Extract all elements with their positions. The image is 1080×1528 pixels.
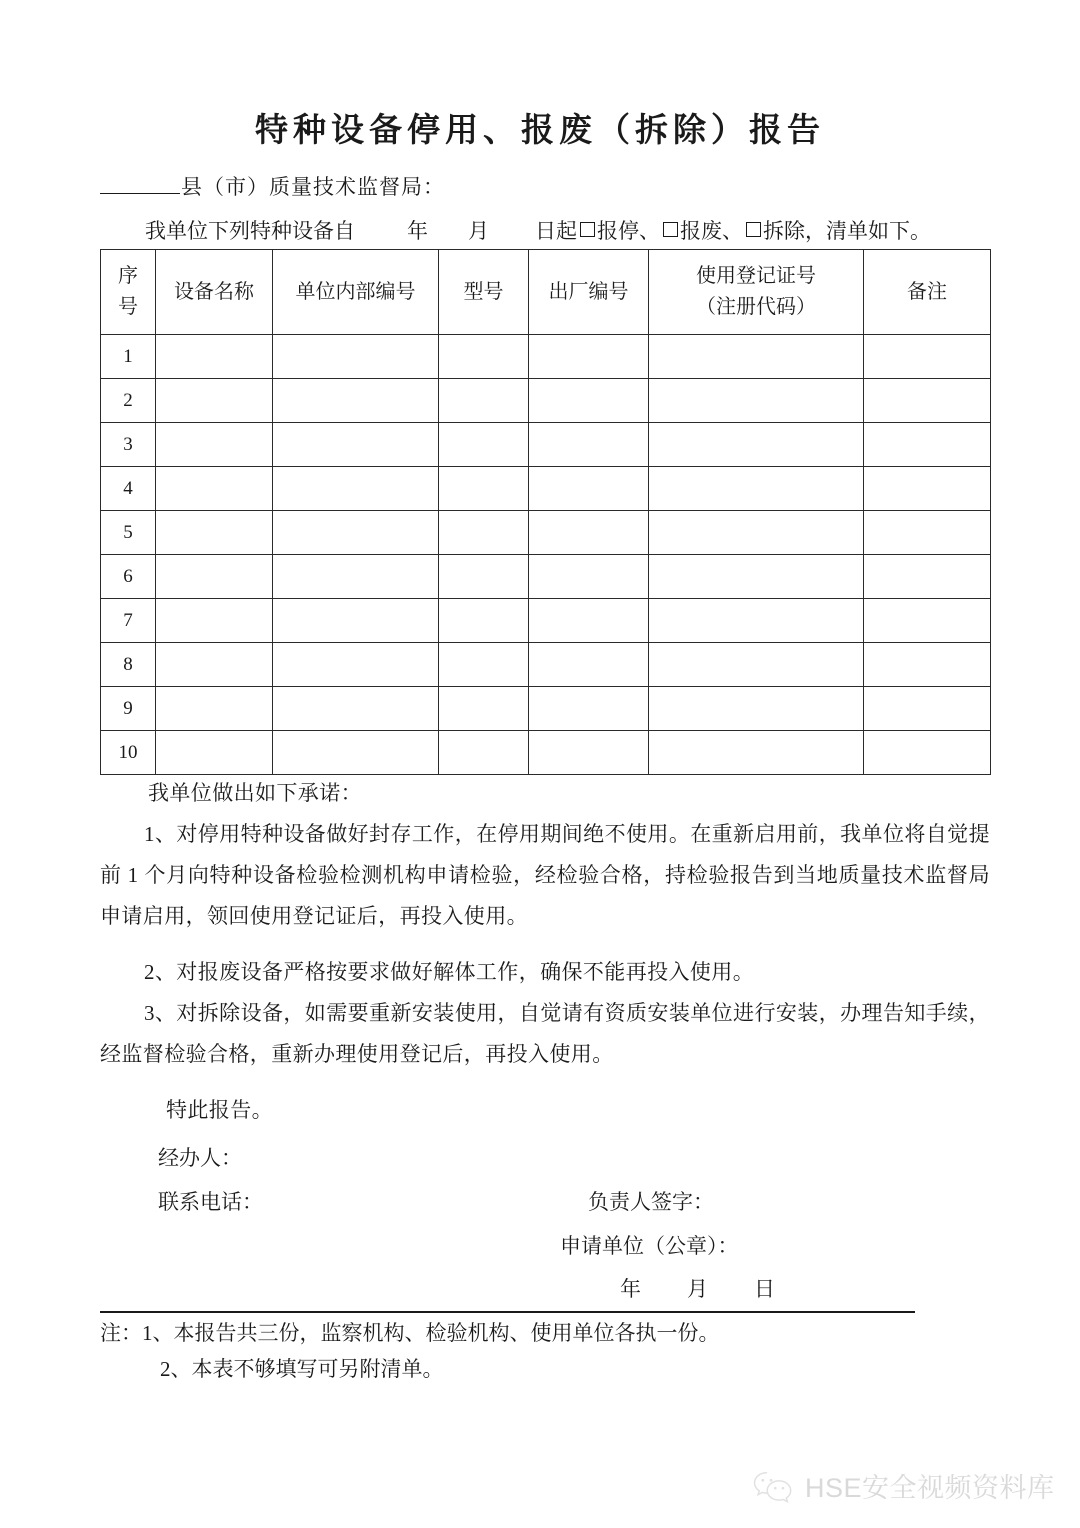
cell-factory-number[interactable] <box>529 423 649 467</box>
table-row <box>101 379 991 423</box>
addressee-label: 县（市）质量技术监督局： <box>181 175 445 199</box>
checkbox-dismantle[interactable] <box>746 222 761 237</box>
row-index: 3 <box>101 423 156 467</box>
row-index: 1 <box>101 335 156 379</box>
cell-equipment-name[interactable] <box>156 599 273 643</box>
checkbox-scrap-label: 报废、 <box>680 219 743 243</box>
row-index: 2 <box>101 379 156 423</box>
table-col-registration-line2: （注册代码） <box>696 296 816 318</box>
cell-model[interactable] <box>439 687 529 731</box>
checkbox-dismantle-label: 拆除，清单如下。 <box>763 219 931 243</box>
cell-model[interactable] <box>439 599 529 643</box>
cell-factory-number[interactable] <box>529 599 649 643</box>
row-index: 6 <box>101 555 156 599</box>
table-row <box>101 687 991 731</box>
row-index: 7 <box>101 599 156 643</box>
cell-remarks[interactable] <box>864 379 991 423</box>
addressee-line <box>100 172 445 202</box>
checkbox-scrap[interactable] <box>663 222 678 237</box>
addressee-blank-field[interactable] <box>100 176 180 194</box>
table-row <box>101 555 991 599</box>
cell-registration-number[interactable] <box>649 467 864 511</box>
cell-internal-number[interactable] <box>273 643 439 687</box>
cell-remarks[interactable] <box>864 731 991 775</box>
cell-equipment-name[interactable] <box>156 335 273 379</box>
cell-model[interactable] <box>439 379 529 423</box>
cell-internal-number[interactable] <box>273 423 439 467</box>
intro-month-label: 月 <box>468 219 489 243</box>
cell-factory-number[interactable] <box>529 379 649 423</box>
cell-internal-number[interactable] <box>273 379 439 423</box>
table-header-row <box>101 250 991 335</box>
table-col-index <box>101 250 156 335</box>
row-index: 4 <box>101 467 156 511</box>
cell-factory-number[interactable] <box>529 687 649 731</box>
watermark-label: HSE安全视频资料库 <box>805 1473 1055 1503</box>
promise-item-1: 1、对停用特种设备做好封存工作，在停用期间绝不使用。在重新启用前，我单位将自觉提前 1 个月向特种设备检验检测机构申请检验，经检验合格，持检验报告到当地质量技术监督局申请启用，领回使用登记证后，再投入使用。 <box>100 822 990 928</box>
note-item-2: 2、本表不够填写可另附清单。 <box>160 1357 444 1381</box>
cell-registration-number[interactable] <box>649 511 864 555</box>
table-row <box>101 335 991 379</box>
cell-internal-number[interactable] <box>273 555 439 599</box>
signature-date-line <box>620 1273 775 1305</box>
intro-day-label: 日起 <box>535 219 577 243</box>
handler-label: 经办人： <box>158 1146 242 1170</box>
cell-model[interactable] <box>439 643 529 687</box>
cell-registration-number[interactable] <box>649 687 864 731</box>
checkbox-suspend-label: 报停、 <box>597 219 660 243</box>
row-index: 10 <box>101 731 156 775</box>
cell-model[interactable] <box>439 555 529 599</box>
table-col-equipment-name: 设备名称 <box>156 250 273 335</box>
table-row <box>101 467 991 511</box>
cell-equipment-name[interactable] <box>156 555 273 599</box>
cell-registration-number[interactable] <box>649 379 864 423</box>
cell-model[interactable] <box>439 335 529 379</box>
leader-signature-label: 负责人签字： <box>588 1190 714 1214</box>
intro-line <box>145 216 931 246</box>
cell-remarks[interactable] <box>864 511 991 555</box>
cell-remarks[interactable] <box>864 643 991 687</box>
table-col-factory-number: 出厂编号 <box>529 250 649 335</box>
promise-item-2: 2、对报废设备严格按要求做好解体工作，确保不能再投入使用。 <box>144 960 755 984</box>
table-row <box>101 423 991 467</box>
cell-registration-number[interactable] <box>649 423 864 467</box>
watermark <box>752 1462 1055 1514</box>
cell-remarks[interactable] <box>864 423 991 467</box>
cell-remarks[interactable] <box>864 687 991 731</box>
hereby-report-text: 特此报告。 <box>166 1098 273 1122</box>
cell-remarks[interactable] <box>864 335 991 379</box>
page-title: 特种设备停用、报废（拆除）报告 <box>255 113 825 149</box>
cell-internal-number[interactable] <box>273 511 439 555</box>
table-col-registration-number <box>649 250 864 335</box>
row-index: 9 <box>101 687 156 731</box>
intro-lead-text: 我单位下列特种设备自 <box>145 219 355 243</box>
cell-equipment-name[interactable] <box>156 423 273 467</box>
cell-equipment-name[interactable] <box>156 379 273 423</box>
cell-remarks[interactable] <box>864 599 991 643</box>
cell-factory-number[interactable] <box>529 467 649 511</box>
cell-equipment-name[interactable] <box>156 687 273 731</box>
cell-registration-number[interactable] <box>649 335 864 379</box>
cell-registration-number[interactable] <box>649 643 864 687</box>
table-row <box>101 731 991 775</box>
cell-internal-number[interactable] <box>273 687 439 731</box>
contact-phone-label: 联系电话： <box>158 1190 263 1214</box>
applicant-unit-seal-label: 申请单位（公章）： <box>560 1234 739 1258</box>
cell-internal-number[interactable] <box>273 467 439 511</box>
cell-factory-number[interactable] <box>529 555 649 599</box>
cell-remarks[interactable] <box>864 555 991 599</box>
cell-internal-number[interactable] <box>273 731 439 775</box>
date-day-label: 日 <box>754 1277 775 1301</box>
date-month-label: 月 <box>687 1277 708 1301</box>
row-index: 8 <box>101 643 156 687</box>
cell-registration-number[interactable] <box>649 599 864 643</box>
table-row <box>101 599 991 643</box>
table-col-model: 型号 <box>439 250 529 335</box>
cell-equipment-name[interactable] <box>156 643 273 687</box>
cell-registration-number[interactable] <box>649 555 864 599</box>
table-body <box>101 335 991 775</box>
cell-model[interactable] <box>439 467 529 511</box>
cell-factory-number[interactable] <box>529 335 649 379</box>
table-row <box>101 511 991 555</box>
cell-equipment-name[interactable] <box>156 467 273 511</box>
cell-model[interactable] <box>439 423 529 467</box>
cell-factory-number[interactable] <box>529 643 649 687</box>
promise-item-3: 3、对拆除设备，如需要重新安装使用，自觉请有资质安装单位进行安装，办理告知手续，经监督检验合格，重新办理使用登记后，再投入使用。 <box>100 1001 990 1066</box>
cell-remarks[interactable] <box>864 467 991 511</box>
note-item-1: 注：1、本报告共三份，监察机构、检验机构、使用单位各执一份。 <box>100 1321 720 1345</box>
cell-internal-number[interactable] <box>273 599 439 643</box>
cell-model[interactable] <box>439 511 529 555</box>
table-row <box>101 643 991 687</box>
promise-heading: 我单位做出如下承诺： <box>148 781 362 805</box>
table-col-remarks: 备注 <box>864 250 991 335</box>
cell-factory-number[interactable] <box>529 511 649 555</box>
cell-equipment-name[interactable] <box>156 731 273 775</box>
footer-divider <box>100 1311 915 1313</box>
cell-model[interactable] <box>439 731 529 775</box>
cell-equipment-name[interactable] <box>156 511 273 555</box>
wechat-icon <box>752 1469 796 1507</box>
cell-internal-number[interactable] <box>273 335 439 379</box>
row-index: 5 <box>101 511 156 555</box>
checkbox-suspend[interactable] <box>580 222 595 237</box>
intro-year-label: 年 <box>407 219 428 243</box>
table-col-registration-line1: 使用登记证号 <box>696 265 816 287</box>
table-col-internal-number: 单位内部编号 <box>273 250 439 335</box>
equipment-table <box>100 249 991 775</box>
cell-registration-number[interactable] <box>649 731 864 775</box>
cell-factory-number[interactable] <box>529 731 649 775</box>
table-col-index-line2: 号 <box>118 296 138 318</box>
table-col-index-line1: 序 <box>118 265 138 287</box>
date-year-label: 年 <box>620 1277 641 1301</box>
